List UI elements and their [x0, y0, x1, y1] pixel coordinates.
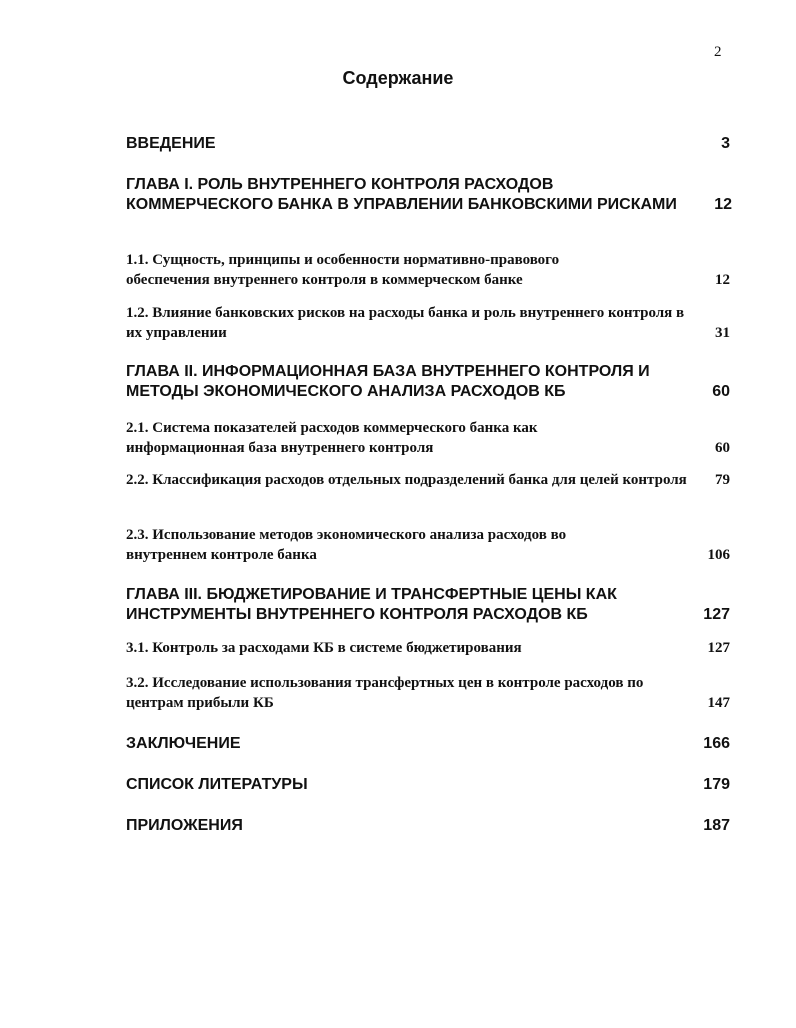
toc-entry-conclusion — [126, 734, 730, 754]
toc-entry-page: 60 — [712, 383, 730, 400]
toc-entry-page: 12 — [714, 196, 732, 213]
toc-entry-label: ПРИЛОЖЕНИЯ — [126, 817, 243, 834]
toc-entry-label: 3.2. Исследование использования трансфертных цен в контроле расходов по центрам прибыли КБ — [126, 675, 644, 711]
toc-entry-page: 60 — [715, 440, 730, 456]
page-title: Содержание — [342, 68, 454, 88]
toc-entry-section-2-1 — [126, 418, 730, 458]
toc-entry-label: ЗАКЛЮЧЕНИЕ — [126, 735, 241, 752]
toc-entry-chapter-2 — [126, 362, 730, 402]
toc-entry-label: 3.1. Контроль за расходами КБ в системе бюджетирования — [126, 640, 522, 656]
toc-entry-label: ГЛАВА I. РОЛЬ ВНУТРЕННЕГО КОНТРОЛЯ РАСХОДОВ КОММЕРЧЕСКОГО БАНКА В УПРАВЛЕНИИ БАНКОВСКИМИ РИСКАМИ — [126, 176, 677, 213]
toc-entry-section-3-1 — [126, 638, 730, 658]
toc-entry-label: СПИСОК ЛИТЕРАТУРЫ — [126, 776, 308, 793]
toc-entry-section-1-2 — [126, 303, 730, 343]
toc-entry-references — [126, 775, 730, 795]
toc-entry-chapter-3 — [126, 585, 730, 625]
toc-entry-label: ГЛАВА II. ИНФОРМАЦИОННАЯ БАЗА ВНУТРЕННЕГО КОНТРОЛЯ И МЕТОДЫ ЭКОНОМИЧЕСКОГО АНАЛИЗА РАСХОДОВ КБ — [126, 363, 650, 400]
toc-entry-label: 2.2. Классификация расходов отдельных подразделений банка для целей контроля — [126, 472, 687, 488]
toc-entry-section-3-2 — [126, 673, 730, 713]
toc-entry-label: 2.1. Система показателей расходов коммерческого банка как информационная база внутреннего контроля — [126, 420, 538, 456]
toc-entry-label: 1.2. Влияние банковских рисков на расходы банка и роль внутреннего контроля в их управлении — [126, 305, 685, 341]
toc-entry-section-1-1 — [126, 250, 730, 290]
toc-entry-label: ГЛАВА III. БЮДЖЕТИРОВАНИЕ И ТРАНСФЕРТНЫЕ ЦЕНЫ КАК ИНСТРУМЕНТЫ ВНУТРЕННЕГО КОНТРОЛЯ РАСХОДОВ КБ — [126, 586, 617, 623]
toc-entry-chapter-1 — [126, 175, 732, 215]
toc-entry-page: 3 — [721, 135, 730, 152]
toc-entry-label: 1.1. Сущность, принципы и особенности нормативно-правового обеспечения внутреннего контроля в коммерческом банке — [126, 252, 560, 288]
toc-entry-page: 127 — [703, 606, 730, 623]
toc-entry-page: 127 — [707, 640, 730, 656]
toc-entry-appendices — [126, 816, 730, 836]
toc-entry-page: 179 — [703, 776, 730, 793]
toc-entry-page: 166 — [703, 735, 730, 752]
toc-entry-section-2-3 — [126, 525, 730, 565]
toc-entry-page: 31 — [715, 325, 730, 341]
toc-entry-label: ВВЕДЕНИЕ — [126, 135, 216, 152]
toc-entry-page: 187 — [703, 817, 730, 834]
toc-entry-page: 106 — [707, 547, 730, 563]
toc-entry-page: 147 — [707, 695, 730, 711]
toc-entry-page: 79 — [715, 472, 730, 488]
toc-entry-intro — [126, 134, 730, 154]
toc-entry-section-2-2 — [126, 470, 730, 490]
toc-entry-page: 12 — [715, 272, 730, 288]
page-number: 2 — [714, 44, 722, 60]
toc-entry-label: 2.3. Использование методов экономического анализа расходов во внутреннем контроле банка — [126, 527, 567, 563]
